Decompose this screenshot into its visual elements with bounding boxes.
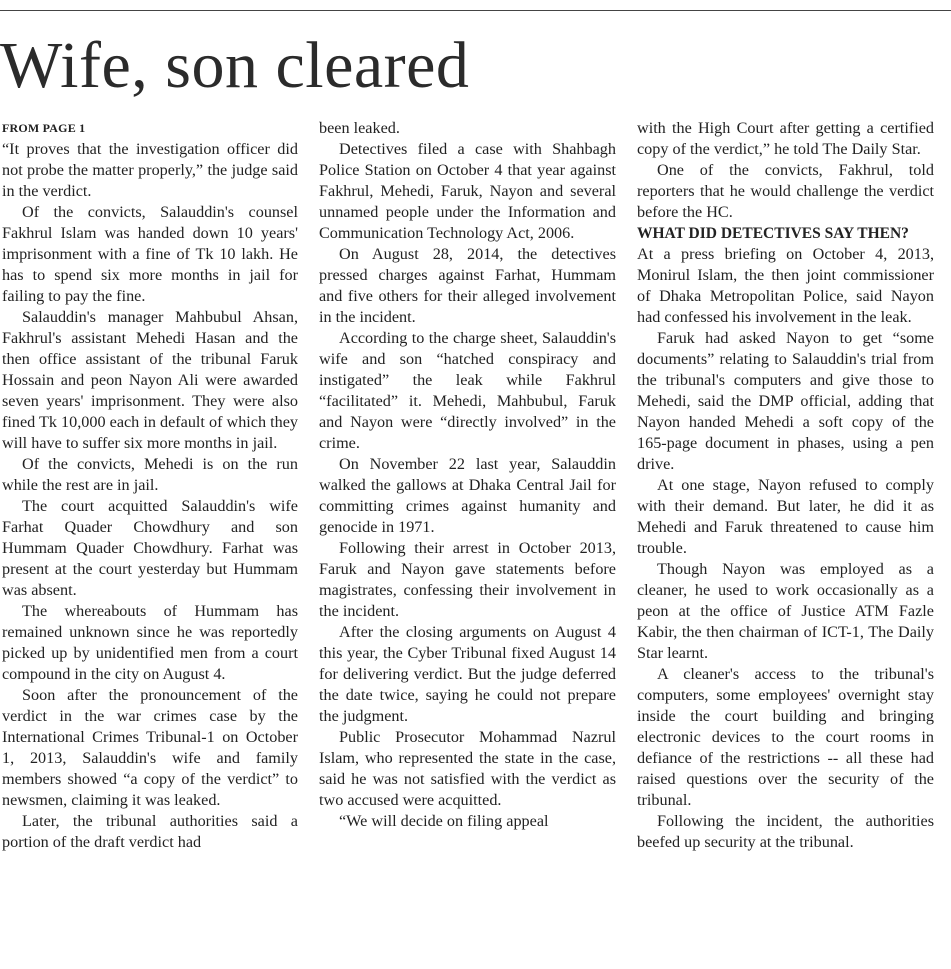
paragraph: Of the convicts, Salauddin's counsel Fakhrul Islam was handed down 10 years' imprisonment with a fine of Tk 10 lakh. He has to spend six more months in jail for failing to pay the fine.: [2, 203, 298, 305]
paragraph: Public Prosecutor Mohammad Nazrul Islam, who represented the state in the case, said he was not satisfied with the verdict as two accused were acquitted.: [319, 728, 616, 809]
paragraph: One of the convicts, Fakhrul, told reporters that he would challenge the verdict before the HC.: [637, 161, 934, 221]
paragraph: A cleaner's access to the tribunal's computers, some employees' overnight stay inside the court building and bringing electronic devices to the court rooms in defiance of the restrictions -- all these had raised questions over the security of the tribunal.: [637, 665, 934, 809]
paragraph: Later, the tribunal authorities said a portion of the draft verdict had: [2, 812, 298, 851]
paragraph: been leaked.: [319, 119, 400, 137]
paragraph: Of the convicts, Mehedi is on the run while the rest are in jail.: [2, 455, 298, 494]
column-3: [637, 118, 934, 964]
paragraph: On November 22 last year, Salauddin walked the gallows at Dhaka Central Jail for committing crimes against humanity and genocide in 1971.: [319, 455, 616, 536]
paragraph: On August 28, 2014, the detectives pressed charges against Farhat, Hummam and five others for their alleged involvement in the incident.: [319, 245, 616, 326]
subheading: WHAT DID DETECTIVES SAY THEN?: [637, 225, 909, 242]
paragraph: The whereabouts of Hummam has remained unknown since he was reportedly picked up by unidentified men from a court compound in the city on August 4.: [2, 602, 298, 683]
paragraph: Following their arrest in October 2013, Faruk and Nayon gave statements before magistrates, confessing their involvement in the incident.: [319, 539, 616, 620]
top-divider: [0, 10, 951, 11]
paragraph: Following the incident, the authorities beefed up security at the tribunal.: [637, 812, 934, 851]
paragraph: At one stage, Nayon refused to comply with their demand. But later, he did it as Mehedi and Faruk threatened to cause him trouble.: [637, 476, 934, 557]
paragraph: “We will decide on filing appeal: [339, 812, 549, 830]
paragraph: Soon after the pronouncement of the verdict in the war crimes case by the International Crimes Tribunal-1 on October 1, 2013, Salauddin's wife and family members showed “a copy of the verdict” to newsmen, claiming it was leaked.: [2, 686, 298, 809]
paragraph: Detectives filed a case with Shahbagh Police Station on October 4 that year against Fakhrul, Mehedi, Faruk, Nayon and several unnamed people under the Information and Communication Technology Act, 2006.: [319, 140, 616, 242]
paragraph: After the closing arguments on August 4 this year, the Cyber Tribunal fixed August 14 for delivering verdict. But the judge deferred the date twice, saying he could not prepare the judgment.: [319, 623, 616, 725]
paragraph: “It proves that the investigation officer did not probe the matter properly,” the judge said in the verdict.: [2, 140, 298, 200]
paragraph: Faruk had asked Nayon to get “some documents” relating to Salauddin's trial from the tribunal's computers and give those to Mehedi, said the DMP official, adding that Nayon handed Mehedi a soft copy of the 165-page document in phases, using a pen drive.: [637, 329, 934, 473]
column-1: [2, 118, 298, 964]
paragraph: Though Nayon was employed as a cleaner, he used to work occasionally as a peon at the office of Justice ATM Fazle Kabir, the then chairman of ICT-1, The Daily Star learnt.: [637, 560, 934, 662]
paragraph: Salauddin's manager Mahbubul Ahsan, Fakhrul's assistant Mehedi Hasan and the then office assistant of the tribunal Faruk Hossain and peon Nayon Ali were awarded seven years' imprisonment. They were also fined Tk 10,000 each in default of which they will have to suffer six more months in jail.: [2, 308, 298, 452]
paragraph: At a press briefing on October 4, 2013, Monirul Islam, the then joint commissioner of Dhaka Metropolitan Police, said Nayon had confessed his involvement in the leak.: [637, 245, 934, 326]
continuation-label: FROM PAGE 1: [2, 121, 86, 135]
paragraph: The court acquitted Salauddin's wife Farhat Quader Chowdhury and son Hummam Quader Chowdhury. Farhat was present at the court yesterday but Hummam was absent.: [2, 497, 298, 599]
headline: Wife, son cleared: [0, 29, 470, 102]
paragraph: According to the charge sheet, Salauddin's wife and son “hatched conspiracy and instigated” the leak while Fakhrul “facilitated” it. Mehedi, Mahbubul, Faruk and Nayon were “directly involved” in the crime.: [319, 329, 616, 452]
column-2: [319, 118, 616, 964]
paragraph: with the High Court after getting a certified copy of the verdict,” he told The Daily Star.: [637, 119, 934, 158]
